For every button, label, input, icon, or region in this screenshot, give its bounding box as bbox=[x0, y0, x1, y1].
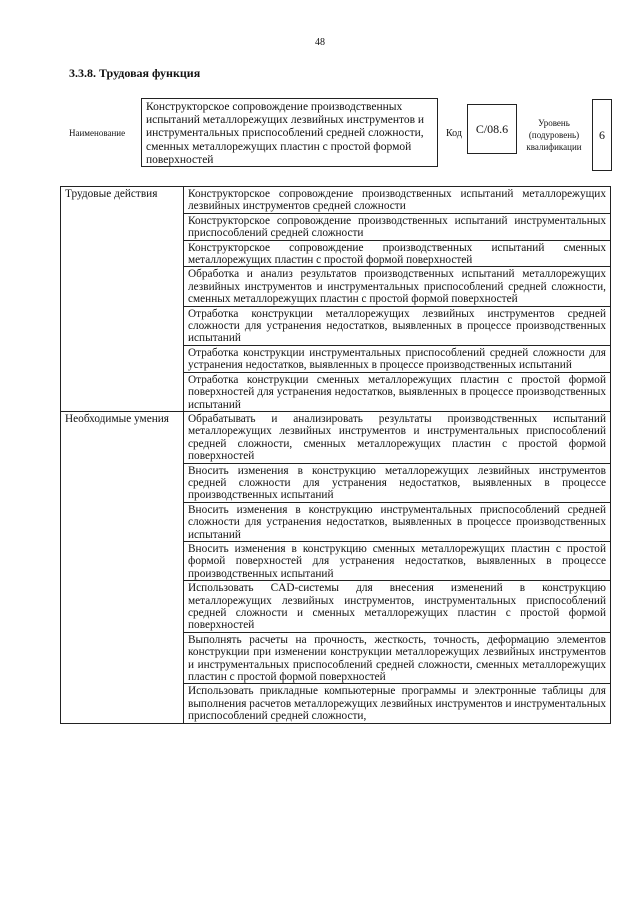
table-cell-item: Вносить изменения в конструкцию металлорежущих лезвийных инструментов средней сложности для устранения недостатков, выявленных в процессе производственных испытаний bbox=[184, 463, 611, 502]
table-cell-item: Отработка конструкции сменных металлорежущих пластин с простой формой поверхностей для устранения недостатков, выявленных в процессе производственных испытаний bbox=[184, 372, 611, 411]
table-cell-item: Отработка конструкции инструментальных приспособлений средней сложности для устранения недостатков, выявленных в процессе производственных испытаний bbox=[184, 345, 611, 372]
qualification-level-box: 6 bbox=[592, 99, 612, 171]
name-label: Наименование bbox=[69, 128, 126, 138]
table-row bbox=[61, 411, 611, 463]
table-cell-item: Обрабатывать и анализировать результаты производственных испытаний металлорежущих лезвийных инструментов и инструментальных приспособлений средней сложности, сменных металлорежущих пластин с простой формой поверхностей bbox=[184, 411, 611, 463]
table-cell-item: Использовать CAD-системы для внесения изменений в конструкцию металлорежущих лезвийных инструментов, инструментальных приспособлений средней сложности и сменных металлорежущих пластин с простой формой поверхностей bbox=[184, 581, 611, 633]
table-cell-item: Выполнять расчеты на прочность, жесткость, точность, деформацию элементов конструкции при изменении конструкции металлорежущих лезвийных инструментов и инструментальных приспособлений средней сложности, сменных металлорежущих пластин с простой формой поверхностей bbox=[184, 632, 611, 684]
table-cell-item: Вносить изменения в конструкцию инструментальных приспособлений средней сложности для устранения недостатков, выявленных в процессе производственных испытаний bbox=[184, 502, 611, 541]
section-label: Необходимые умения bbox=[61, 411, 184, 723]
table-cell-item: Конструкторское сопровождение производственных испытаний металлорежущих лезвийных инструментов средней сложности bbox=[184, 187, 611, 214]
qualification-level-label: Уровень (подуровень) квалификации bbox=[526, 118, 582, 152]
section-title: 3.3.8. Трудовая функция bbox=[69, 66, 201, 80]
table-cell-item: Конструкторское сопровождение производственных испытаний инструментальных приспособлений средней сложности bbox=[184, 213, 611, 240]
labor-function-table bbox=[60, 186, 611, 724]
section-label: Трудовые действия bbox=[61, 187, 184, 412]
table-cell-item: Вносить изменения в конструкцию сменных металлорежущих пластин с простой формой поверхностей для устранения недостатков, выявленных в процессе производственных испытаний bbox=[184, 541, 611, 580]
page-number: 48 bbox=[315, 37, 325, 48]
code-label: Код bbox=[446, 128, 462, 139]
function-name-box: Конструкторское сопровождение производственных испытаний металлорежущих лезвийных инструментов и инструментальных приспособлений средней сложности, сменных металлорежущих пластин с простой формой поверхностей bbox=[141, 98, 438, 167]
table-cell-item: Обработка и анализ результатов производственных испытаний металлорежущих лезвийных инструментов и инструментальных приспособлений средней сложности, сменных металлорежущих пластин с простой формой поверхностей bbox=[184, 267, 611, 306]
table-cell-item: Отработка конструкции металлорежущих лезвийных инструментов средней сложности для устранения недостатков, выявленных в процессе производственных испытаний bbox=[184, 306, 611, 345]
code-value-box: C/08.6 bbox=[467, 104, 517, 154]
labor-function-table-body bbox=[61, 187, 611, 724]
table-cell-item: Использовать прикладные компьютерные программы и электронные таблицы для выполнения расчетов металлорежущих лезвийных инструментов и инструментальных приспособлений средней сложности, bbox=[184, 684, 611, 723]
table-cell-item: Конструкторское сопровождение производственных испытаний сменных металлорежущих пластин с простой формой поверхностей bbox=[184, 240, 611, 267]
table-row bbox=[61, 187, 611, 214]
